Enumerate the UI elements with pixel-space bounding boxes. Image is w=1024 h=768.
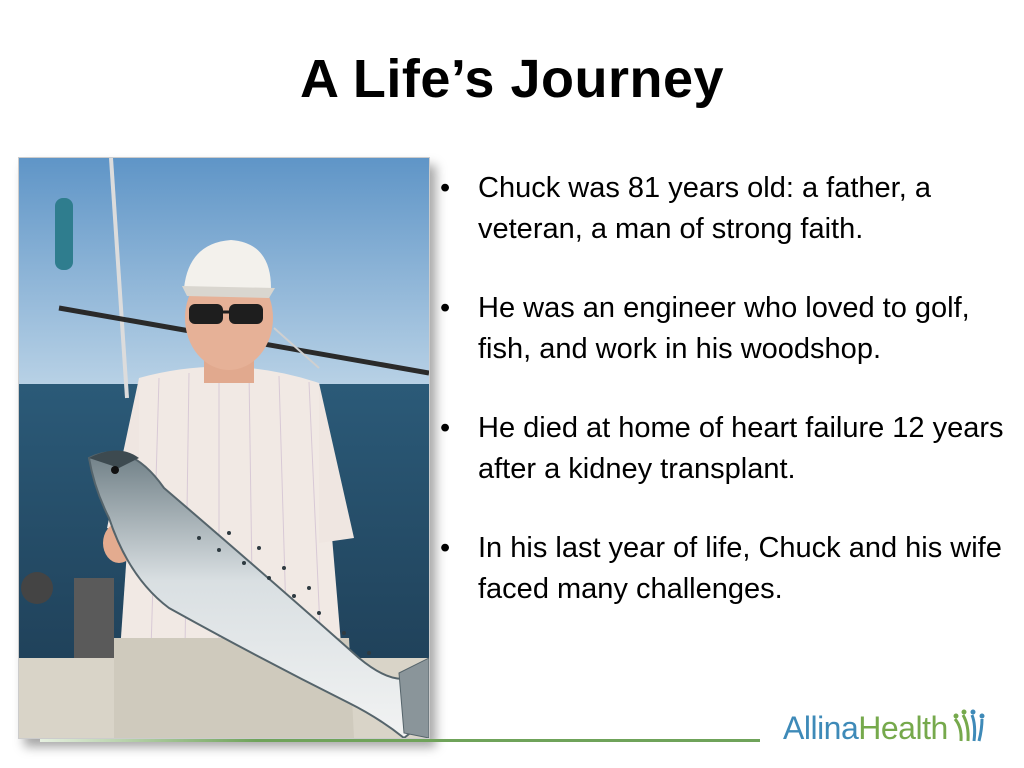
- bullet-item: [440, 168, 1010, 250]
- bullet-item: [440, 408, 1010, 490]
- bullet-marker: •: [440, 172, 451, 204]
- bullet-text: He was an engineer who loved to golf, fish, and work in his woodshop.: [478, 292, 970, 365]
- logo-text-allina: Allina: [783, 709, 859, 746]
- bullet-text: In his last year of life, Chuck and his wife faced many challenges.: [478, 532, 1002, 605]
- bullet-item: [440, 288, 1010, 370]
- bullet-list: [440, 168, 1010, 648]
- footer-divider: [40, 739, 760, 742]
- bullet-text: He died at home of heart failure 12 years after a kidney transplant.: [478, 412, 1004, 485]
- logo-text-health: Health: [858, 709, 948, 746]
- allina-leaf-icon: [952, 709, 986, 748]
- bullet-marker: •: [440, 292, 451, 324]
- bullet-marker: •: [440, 412, 451, 444]
- photo-man-with-fish: [18, 157, 430, 739]
- page-title: A Life’s Journey: [299, 49, 725, 109]
- bullet-text: Chuck was 81 years old: a father, a veteran, a man of strong faith.: [478, 172, 931, 245]
- allina-health-logo: [783, 708, 986, 748]
- bullet-marker: •: [440, 532, 451, 564]
- bullet-item: [440, 528, 1010, 610]
